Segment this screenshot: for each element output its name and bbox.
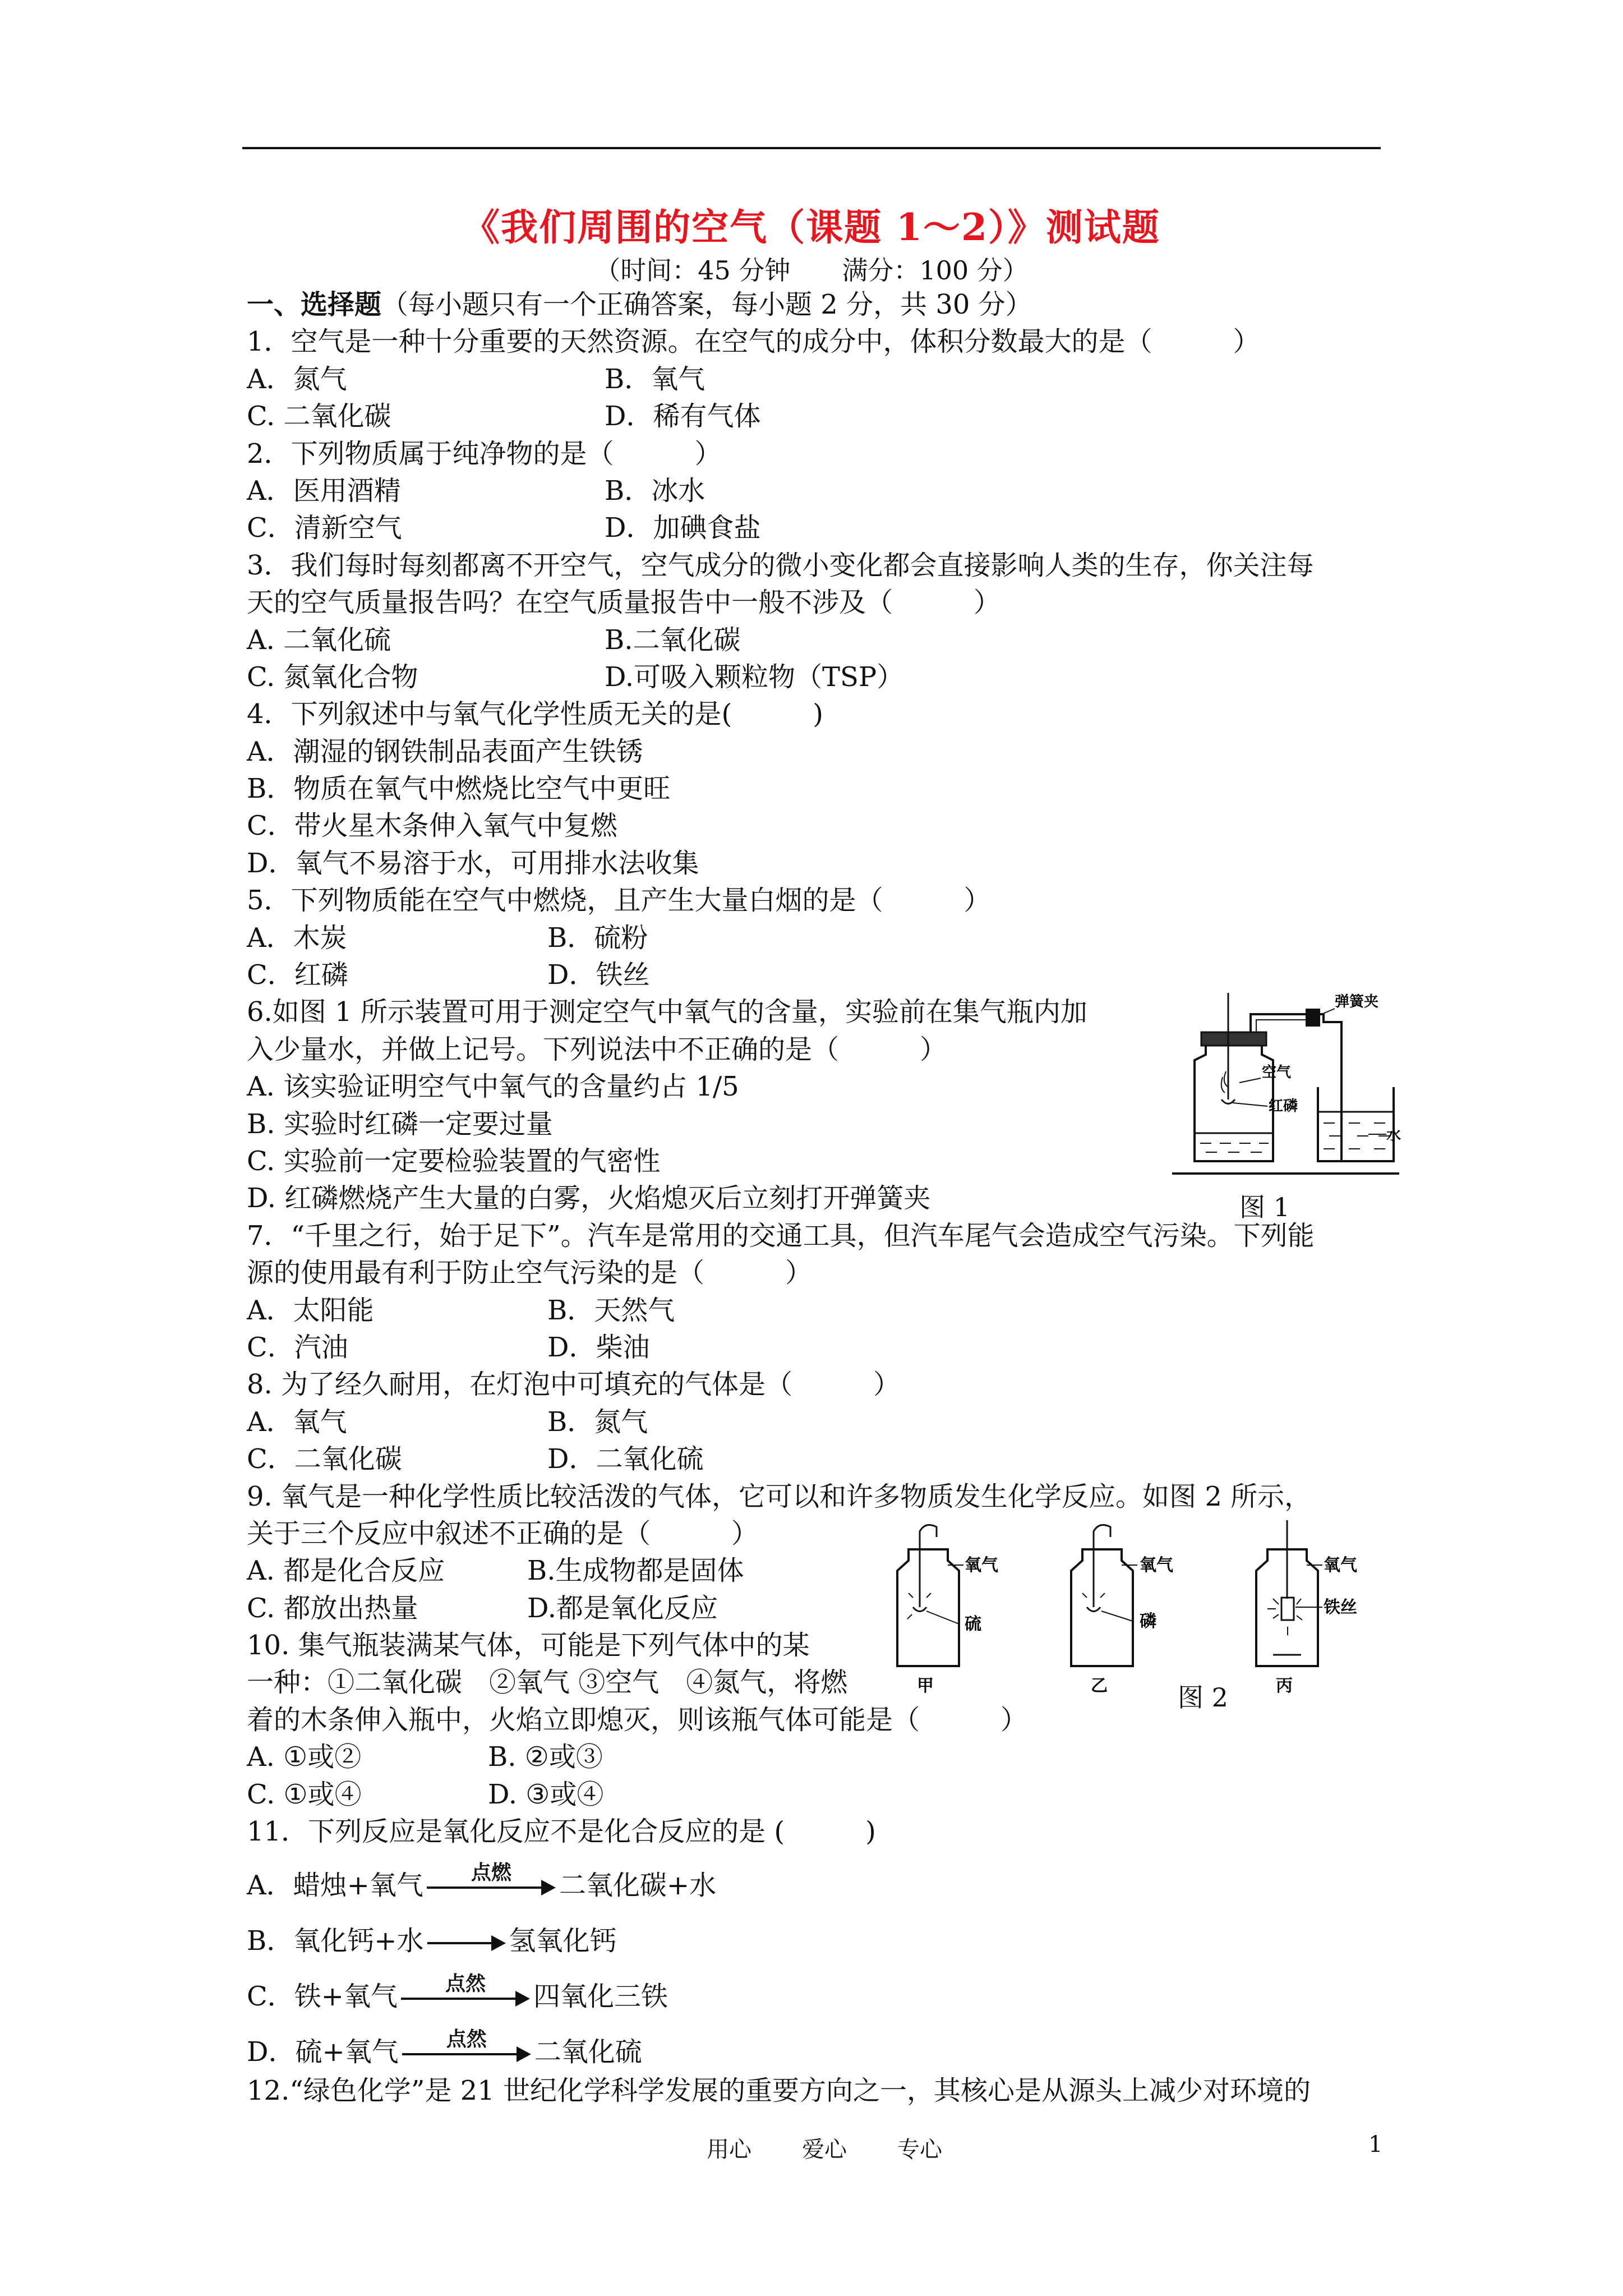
- question-stem: 天的空气质量报告吗？在空气质量报告中一般不涉及（ ）: [247, 587, 1001, 619]
- page-number: 1: [1368, 2132, 1383, 2157]
- question-stem: 2．下列物质属于纯净物的是（ ）: [247, 438, 722, 470]
- label-red-phosphorus: 红磷: [1269, 1098, 1298, 1115]
- label-jia: 甲: [917, 1676, 934, 1696]
- footer-motto-2: 爱心: [802, 2137, 847, 2162]
- option-row: [247, 1441, 1396, 1478]
- option-c: C．二氧化碳: [247, 1443, 402, 1475]
- option-c: C．铁+氧气 点然 四氧化三铁: [247, 1971, 668, 2013]
- footer-motto-1: 用心: [707, 2137, 751, 2162]
- option-b: B．物质在氧气中燃烧比空气中更旺: [247, 773, 671, 805]
- exam-info: （时间：45 分钟 满分：100 分）: [594, 255, 1029, 286]
- label-spring-clip: 弹簧夹: [1335, 993, 1379, 1010]
- option-a: A．氮气: [247, 363, 347, 395]
- option-b: B.生成物都是固体: [527, 1555, 744, 1587]
- option-row: [247, 919, 1396, 956]
- label-oxygen-bing: 氧气: [1324, 1556, 1357, 1575]
- option-c: C．带火星木条伸入氧气中复燃: [247, 810, 617, 842]
- question-stem: 12.“绿色化学”是 21 世纪化学科学发展的重要方向之一，其核心是从源头上减少对环境的: [247, 2075, 1311, 2107]
- jar-bing: [1256, 1520, 1357, 1696]
- label-phosphorus: 磷: [1140, 1612, 1156, 1631]
- option-row: [247, 622, 1396, 659]
- question-stem: 5．下列物质能在空气中燃烧，且产生大量白烟的是（ ）: [247, 885, 991, 917]
- question-stem: 着的木条伸入瓶中，火焰立即熄灭，则该瓶气体可能是（ ）: [247, 1704, 1028, 1736]
- question-stem: 1．空气是一种十分重要的天然资源。在空气的成分中，体积分数最大的是（ ）: [247, 326, 1260, 358]
- question-stem: 8. 为了经久耐用，在灯泡中可填充的气体是（ ）: [247, 1369, 901, 1401]
- option-d: D．加碘食盐: [605, 512, 761, 544]
- label-oxygen-yi: 氧气: [1140, 1556, 1173, 1575]
- option-row: [247, 361, 1396, 398]
- jar-jia: [897, 1525, 998, 1696]
- question-stem: 一种：①二氧化碳 ②氧气 ③空气 ④氮气，将燃: [247, 1667, 848, 1699]
- option-d: D．铁丝: [547, 959, 650, 991]
- question-stem: 4．下列叙述中与氧气化学性质无关的是( ): [247, 698, 823, 730]
- figure-2-caption: 图 2: [1178, 1682, 1228, 1713]
- option-row: [247, 1329, 1396, 1366]
- figure-2-apparatus: [886, 1515, 1402, 1700]
- label-water: 水: [1386, 1127, 1401, 1144]
- label-sulfur: 硫: [965, 1614, 981, 1634]
- option-a: A．潮湿的钢铁制品表面产生铁锈: [247, 735, 643, 767]
- question-stem: 7．“千里之行，始于足下”。汽车是常用的交通工具，但汽车尾气会造成空气污染。下列能: [247, 1220, 1315, 1251]
- option-d: D.可吸入颗粒物（TSP）: [605, 661, 904, 693]
- option-row: [247, 1776, 1396, 1813]
- header-rule: [242, 147, 1381, 149]
- option-d: D．二氧化硫: [547, 1443, 704, 1475]
- option-row: [247, 509, 1396, 546]
- option-c: C．汽油: [247, 1331, 348, 1363]
- option-row: [247, 1738, 1396, 1775]
- option-d: D．硫+氧气 点然 二氧化硫: [247, 2027, 642, 2068]
- option-c: C．红磷: [247, 959, 348, 991]
- option-b: B. ②或③: [488, 1741, 603, 1773]
- page-title: 《我们周围的空气（课题 1～2）》测试题: [463, 205, 1160, 249]
- label-oxygen-jia: 氧气: [965, 1556, 998, 1575]
- option-c: C. 实验前一定要检验装置的气密性: [247, 1145, 661, 1177]
- option-a: A．氧气: [247, 1406, 347, 1438]
- reaction-arrow: [427, 1932, 506, 1954]
- question-stem: 10. 集气瓶装满某气体，可能是下列气体中的某: [247, 1630, 810, 1662]
- label-iron-wire: 铁丝: [1324, 1598, 1357, 1617]
- footer-motto-3: 专心: [897, 2137, 942, 2162]
- option-a: A. 都是化合反应: [247, 1555, 445, 1587]
- option-b: B.二氧化碳: [605, 624, 741, 656]
- reaction-arrow: 点燃: [427, 1876, 556, 1899]
- option-b: B．氧气: [605, 363, 706, 395]
- question-stem: 9. 氧气是一种化学性质比较活泼的气体，它可以和许多物质发生化学反应。如图 2 所示，: [247, 1480, 1312, 1512]
- label-bing: 丙: [1276, 1676, 1293, 1696]
- option-b: B．氮气: [547, 1406, 648, 1438]
- option-b: B．冰水: [605, 475, 706, 507]
- option-a: A．木炭: [247, 922, 347, 954]
- jar-yi: [1071, 1525, 1173, 1696]
- option-b: B．氧化钙+水 氢氧化钙: [247, 1925, 617, 1957]
- option-row: [247, 1292, 1396, 1329]
- option-row: [247, 956, 1396, 993]
- option-a: A．医用酒精: [247, 475, 401, 507]
- option-row: [247, 398, 1396, 435]
- reaction-arrow: 点然: [401, 1987, 530, 2010]
- option-c: C. ①或④: [247, 1778, 362, 1810]
- option-b: B．硫粉: [547, 922, 648, 954]
- figure-1-caption: 图 1: [1239, 1192, 1290, 1222]
- question-list: [247, 286, 1396, 2110]
- option-d: D．柴油: [547, 1331, 650, 1363]
- option-c: C．清新空气: [247, 512, 402, 544]
- figure-1-apparatus: [1166, 993, 1402, 1184]
- question-stem: 关于三个反应中叙述不正确的是（ ）: [247, 1517, 759, 1549]
- option-d: D．氧气不易溶于水，可用排水法收集: [247, 847, 699, 879]
- question-stem: 3．我们每时每刻都离不开空气，空气成分的微小变化都会直接影响人类的生存，你关注每: [247, 549, 1314, 581]
- option-d: D.都是氧化反应: [527, 1592, 718, 1624]
- option-c: C. 二氧化碳: [247, 401, 391, 432]
- label-air: 空气: [1262, 1064, 1292, 1081]
- question-stem: 11．下列反应是氧化反应不是化合反应的是 ( ): [247, 1816, 876, 1848]
- option-c: C. 氮氧化合物: [247, 661, 418, 693]
- option-c: C. 都放出热量: [247, 1592, 418, 1624]
- question-stem: 入少量水，并做上记号。下列说法中不正确的是（ ）: [247, 1033, 947, 1065]
- option-d: D. 红磷燃烧产生大量的白雾，火焰熄灭后立刻打开弹簧夹: [247, 1182, 931, 1214]
- option-a: A. 该实验证明空气中氧气的含量约占 1/5: [247, 1071, 739, 1103]
- option-a: A．太阳能: [247, 1294, 374, 1326]
- option-a: A. ①或②: [247, 1741, 362, 1773]
- label-yi: 乙: [1091, 1676, 1108, 1696]
- option-b: B．天然气: [547, 1294, 675, 1326]
- option-d: D．稀有气体: [605, 401, 761, 432]
- option-row: [247, 1404, 1396, 1441]
- question-stem: 源的使用最有利于防止空气污染的是（ ）: [247, 1257, 813, 1289]
- question-stem: 6.如图 1 所示装置可用于测定空气中氧气的含量，实验前在集气瓶内加: [247, 996, 1087, 1028]
- option-a: A．蜡烛+氧气 点燃 二氧化碳+水: [247, 1860, 717, 1902]
- option-row: [247, 472, 1396, 509]
- reaction-arrow: 点然: [402, 2043, 531, 2065]
- option-row: [247, 659, 1396, 696]
- section-heading: 一、选择题（每小题只有一个正确答案，每小题 2 分，共 30 分）: [247, 289, 1032, 320]
- option-d: D. ③或④: [488, 1778, 604, 1810]
- option-b: B. 实验时红磷一定要过量: [247, 1108, 553, 1140]
- option-a: A. 二氧化硫: [247, 624, 391, 656]
